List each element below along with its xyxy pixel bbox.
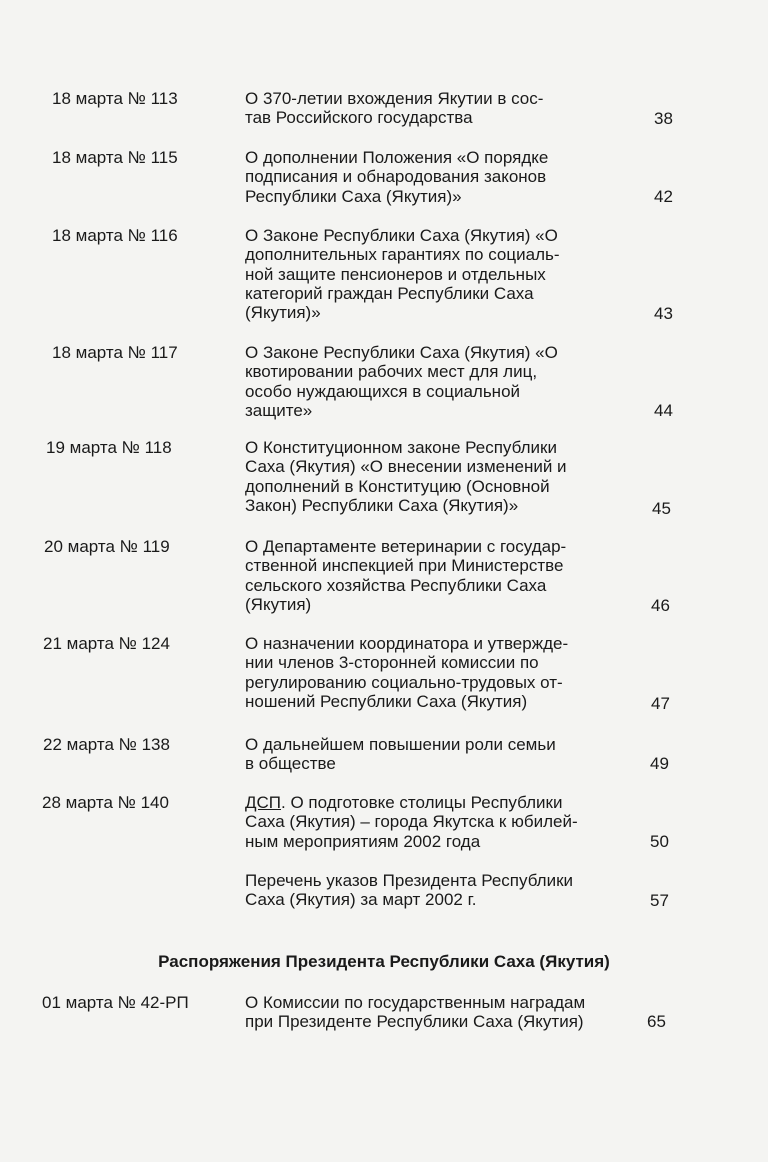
entry-title	[245, 871, 640, 910]
entry-title	[245, 89, 640, 128]
entry-title-line: О Конституционном законе Республики	[245, 438, 557, 457]
entry-title-line: О 370-летии вхождения Якутии в сос-	[245, 89, 544, 108]
entry-title-line: О Комиссии по государственным наградам	[245, 993, 586, 1012]
entry-title-line: ственной инспекцией при Министерстве	[245, 556, 564, 576]
entry-title	[245, 793, 640, 851]
entry-title-line: Саха (Якутия) за март 2002 г.	[245, 890, 477, 910]
entry-title-line: Закон) Республики Саха (Якутия)»	[245, 495, 519, 515]
entry-title	[245, 537, 640, 614]
entry-title-line: (Якутия)	[245, 594, 312, 614]
entry-title-line: в обществе	[245, 754, 336, 774]
entry-page-number: 57	[650, 891, 669, 910]
entry-title-line: нии членов 3-сторонней комиссии по	[245, 653, 539, 673]
entry-page-number: 47	[651, 694, 670, 713]
entry-title-line: Саха (Якутия) «О внесении изменений и	[245, 457, 567, 477]
entry-title	[245, 343, 640, 420]
entry-date: 18 марта № 113	[52, 89, 178, 108]
entry-title-line: (Якутия)»	[245, 303, 321, 323]
entry-title-line: особо нуждающихся в социальной	[245, 381, 521, 401]
entry-title-line: регулированию социально-трудовых от-	[245, 672, 563, 692]
entry-title-line: дополнительных гарантиях по социаль-	[245, 245, 560, 265]
entry-title-line: категорий граждан Республики Саха	[245, 283, 534, 303]
entry-title	[245, 735, 640, 774]
entry-title-line: сельского хозяйства Республики Саха	[245, 575, 547, 595]
entry-date: 21 марта № 124	[43, 634, 170, 653]
entry-title-line: Перечень указов Президента Республики	[245, 871, 574, 890]
entry-title-line: дополнений в Конституцию (Основной	[245, 476, 550, 496]
entry-date: 18 марта № 117	[52, 343, 178, 362]
entry-title	[245, 148, 640, 206]
entry-date: 28 марта № 140	[42, 793, 169, 812]
entry-page-number: 42	[654, 187, 673, 206]
entry-title-line: Республики Саха (Якутия)»	[245, 186, 462, 206]
entry-page-number: 45	[652, 499, 671, 518]
entry-title-line: квотировании рабочих мест для лиц,	[245, 362, 538, 382]
entry-title-line: тав Российского государства	[245, 108, 473, 128]
entry-title-line: О дополнении Положения «О порядке	[245, 148, 549, 167]
entry-page-number: 44	[654, 401, 673, 420]
entry-title	[245, 226, 640, 322]
entry-page-number: 49	[650, 754, 669, 773]
entry-title-line: Саха (Якутия) – города Якутска к юбилей-	[245, 812, 578, 832]
entry-title-line: подписания и обнародования законов	[245, 167, 547, 187]
section-heading: Распоряжения Президента Республики Саха (Якутия)	[158, 952, 610, 971]
entry-title-line: защите»	[245, 400, 313, 420]
entry-title-line	[245, 793, 640, 812]
entry-title-line: ной защите пенсионеров и отдельных	[245, 264, 546, 284]
entry-title	[245, 438, 640, 515]
entry-title-line: ным мероприятиям 2002 года	[245, 831, 481, 851]
entry-title-line: О Департаменте ветеринарии с государ-	[245, 537, 567, 556]
entry-page-number: 50	[650, 832, 669, 851]
entry-title	[245, 993, 645, 1032]
entry-date: 19 марта № 118	[46, 438, 172, 457]
entry-title-line: О дальнейшем повышении роли семьи	[245, 735, 556, 754]
entry-date: 01 марта № 42-РП	[42, 993, 189, 1012]
entry-title	[245, 634, 640, 711]
entry-title-line: ношений Республики Саха (Якутия)	[245, 691, 528, 711]
entry-title-line: О Законе Республики Саха (Якутия) «О	[245, 226, 558, 245]
entry-page-number: 65	[647, 1012, 666, 1031]
dsp-marker: ДСП	[245, 793, 282, 812]
entry-page-number: 38	[654, 109, 673, 128]
entry-page-number: 43	[654, 304, 673, 323]
entry-title-line: О назначении координатора и утвержде-	[245, 634, 569, 653]
entry-date: 22 марта № 138	[43, 735, 170, 754]
entry-page-number: 46	[651, 596, 670, 615]
entry-title-line: О Законе Республики Саха (Якутия) «О	[245, 343, 558, 362]
entry-date: 18 марта № 116	[52, 226, 178, 245]
entry-date: 18 марта № 115	[52, 148, 178, 167]
entry-title-text: . О подготовке столицы Республики	[281, 793, 563, 812]
entry-date: 20 марта № 119	[44, 537, 170, 556]
entry-title-line: при Президенте Республики Саха (Якутия)	[245, 1012, 584, 1032]
